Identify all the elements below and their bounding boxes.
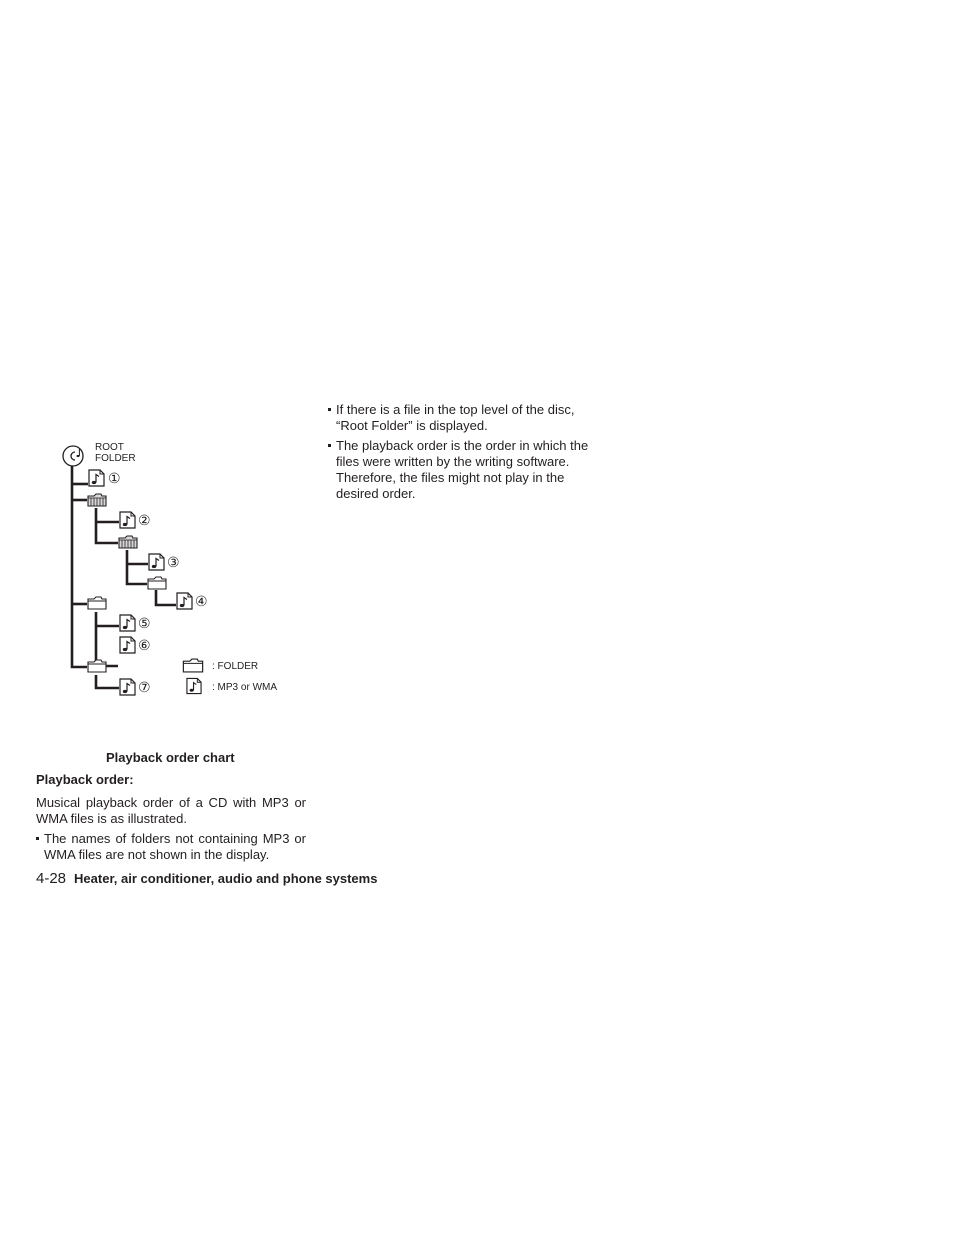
section-heading: Playback order: [36, 772, 134, 787]
folder-icon [148, 577, 166, 589]
legend-file-label: : MP3 or WMA [212, 682, 278, 693]
page-footer [36, 870, 377, 887]
cd-icon [63, 446, 83, 466]
folder-icon [88, 597, 106, 609]
figure-caption: Playback order chart [106, 750, 235, 765]
music-file-icon [120, 615, 135, 631]
root-label-line1: ROOT [95, 442, 124, 453]
bullet-item: The playback order is the order in which the files were written by the writing software. Therefore, the files might not play in the desired order. [328, 438, 602, 502]
legend-folder-icon [183, 659, 202, 672]
music-file-icon [120, 512, 135, 528]
order-number-6: ⑥ [138, 637, 151, 653]
left-bullet-list [36, 831, 306, 867]
page-number: 4-28 [36, 870, 67, 887]
order-number-2: ② [138, 512, 151, 528]
music-file-icon [120, 679, 135, 695]
bullet-item: If there is a file in the top level of the disc, “Root Folder” is displayed. [328, 402, 602, 434]
music-file-icon [177, 593, 192, 609]
order-number-7: ⑦ [138, 679, 151, 695]
bullet-item: The names of folders not containing MP3 or WMA files are not shown in the display. [36, 831, 306, 863]
intro-paragraph: Musical playback order of a CD with MP3 or WMA files is as illustrated. [36, 795, 306, 826]
legend-music-file-icon [187, 678, 201, 693]
legend-folder-label: : FOLDER [212, 661, 259, 672]
folder-icon [88, 660, 106, 672]
music-file-icon [89, 470, 104, 486]
music-file-icon [149, 554, 164, 570]
order-number-5: ⑤ [138, 615, 151, 631]
root-label-line2: FOLDER [95, 453, 136, 464]
music-file-icon [120, 637, 135, 653]
folder-no-files-icon [88, 494, 106, 506]
footer-section-title: Heater, air conditioner, audio and phone systems [74, 871, 378, 886]
order-number-4: ④ [195, 593, 208, 609]
order-number-1: ① [108, 470, 121, 486]
order-number-3: ③ [167, 554, 180, 570]
folder-no-files-icon [119, 536, 137, 548]
right-bullet-list [328, 402, 602, 506]
